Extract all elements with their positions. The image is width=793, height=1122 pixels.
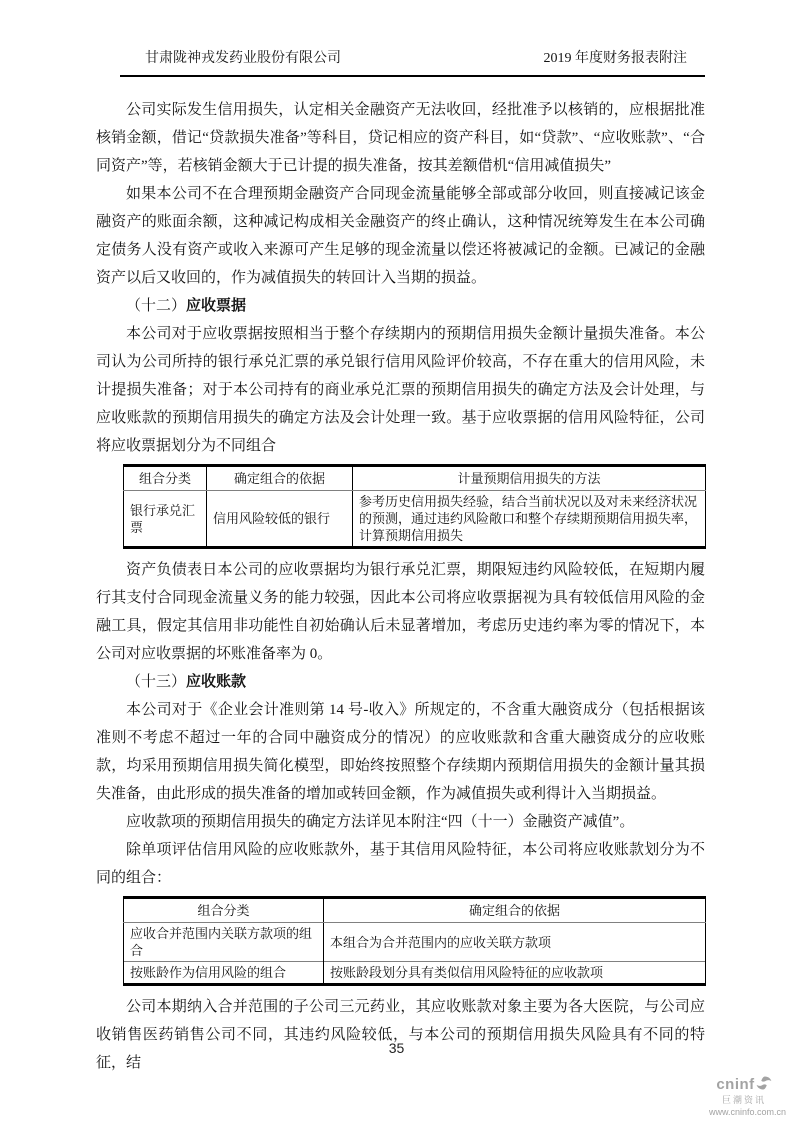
cninfo-chinese-name: 巨潮资讯 [721, 1095, 766, 1105]
paragraph-direct-writedown: 如果本公司不在合理预期金融资产合同现金流量能够全部或部分收回，则直接减记该金融资产的账面余额，这种减记构成相关金融资产的终止确认，这种情况统筹发生在本公司确定债务人没有资产或收入来源可产生足够的现金流量以偿还将被减记的金额。已减记的金融资产以后又收回的，作为减值损失的转回计入当期的损益。 [96, 186, 705, 286]
column-header-portfolio-category: 组合分类 [124, 466, 207, 491]
column-header-ecl-method: 计量预期信用损失的方法 [353, 466, 706, 491]
paragraph-receivable-grouping: 除单项评估信用风险的应收账款外，基于其信用风险特征，本公司将应收账款划分为不同的组合： [96, 842, 705, 886]
cninfo-logo-top [709, 1076, 779, 1093]
notes-receivable-portfolio-table [123, 464, 706, 549]
column-header-portfolio-basis: 确定组合的依据 [324, 898, 706, 923]
section-title: 应收票据 [186, 298, 247, 314]
table-row [124, 491, 706, 548]
cninfo-swirl-icon [756, 1075, 772, 1091]
company-name: 甘肃陇神戎发药业股份有限公司 [145, 51, 341, 66]
cell-portfolio-category: 银行承兑汇票 [124, 491, 207, 548]
cell-portfolio-category: 应收合并范围内关联方款项的组合 [124, 923, 324, 962]
table-header-row [124, 898, 706, 923]
page-number: 35 [388, 1040, 405, 1056]
cninfo-url: www.cninfo.com.cn [709, 1107, 787, 1117]
section-title: 应收账款 [186, 674, 247, 690]
section-number: （十三） [126, 674, 187, 690]
cninfo-brand-text: cninf [716, 1076, 755, 1093]
section-heading-notes-receivable [96, 292, 705, 320]
cell-portfolio-basis: 信用风险较低的银行 [207, 491, 353, 548]
report-title: 2019 年度财务报表附注 [543, 51, 687, 66]
page-header [120, 48, 705, 77]
cell-portfolio-basis: 本组合为合并范围内的应收关联方款项 [324, 923, 706, 962]
cell-ecl-method: 参考历史信用损失经验，结合当前状况以及对未来经济状况的预测，通过违约风险敞口和整个存续期预期信用损失率，计算预期信用损失 [353, 491, 706, 548]
table-row-related-party [124, 923, 706, 962]
paragraph-credit-loss-writeoff: 公司实际发生信用损失，认定相关金融资产无法收回，经批准予以核销的，应根据批准核销金额，借记“贷款损失准备”等科目，贷记相应的资产科目，如“贷款”、“应收账款”、“合同资产”等，若核销金额大于已计提的损失准备，按其差额借机“信用减值损失” [96, 102, 705, 174]
cninfo-logo [709, 1076, 787, 1117]
table-row-aging [124, 962, 706, 985]
section-number: （十二） [126, 298, 187, 314]
paragraph-ecl-reference: 应收款项的预期信用损失的确定方法详见本附注“四（十一）金融资产减值”。 [126, 814, 635, 830]
accounts-receivable-portfolio-table [123, 896, 706, 986]
cell-portfolio-basis: 按账龄段划分具有类似信用风险特征的应收款项 [324, 962, 706, 985]
cell-portfolio-category: 按账龄作为信用风险的组合 [124, 962, 324, 985]
paragraph-ecl-simplified-model: 本公司对于《企业会计准则第 14 号-收入》所规定的，不含重大融资成分（包括根据该准则不考虑不超过一年的合同中融资成分的情况）的应收账款和含重大融资成分的应收账款，均采用预期信用损失简化模型，即始终按照整个存续期内预期信用损失的金额计量其损失准备，由此形成的损失准备的增加或转回金额，作为减值损失或利得计入当期损益。 [96, 702, 705, 802]
paragraph-notes-receivable-policy: 本公司对于应收票据按照相当于整个存续期内的预期信用损失金额计量损失准备。本公司认为公司所持的银行承兑汇票的承兑银行信用风险评价较高，不存在重大的信用风险，未计提损失准备；对于本公司持有的商业承兑汇票的预期信用损失的确定方法及会计处理，与应收账款的预期信用损失的确定方法及会计处理一致。基于应收票据的信用风险特征，公司将应收票据划分为不同组合 [96, 326, 705, 454]
section-heading-accounts-receivable [96, 668, 705, 696]
paragraph-bank-acceptance-risk: 资产负债表日本公司的应收票据均为银行承兑汇票，期限短违约风险较低，在短期内履行其支付合同现金流量义务的能力较强，因此本公司将应收票据视为具有较低信用风险的金融工具，假定其信用非功能性自初始确认后未显著增加，考虑历史违约率为零的情况下，本公司对应收票据的坏账准备率为 0。 [96, 562, 705, 662]
document-body [96, 96, 705, 1077]
paragraph-subsidiary-sanyuan: 公司本期纳入合并范围的子公司三元药业，其应收账款对象主要为各大医院，与公司应收销售医药销售公司不同，其违约风险较低，与本公司的预期信用损失风险具有不同的特征，结 [96, 999, 705, 1071]
column-header-portfolio-basis: 确定组合的依据 [207, 466, 353, 491]
table-header-row [124, 466, 706, 491]
column-header-portfolio-category: 组合分类 [124, 898, 324, 923]
